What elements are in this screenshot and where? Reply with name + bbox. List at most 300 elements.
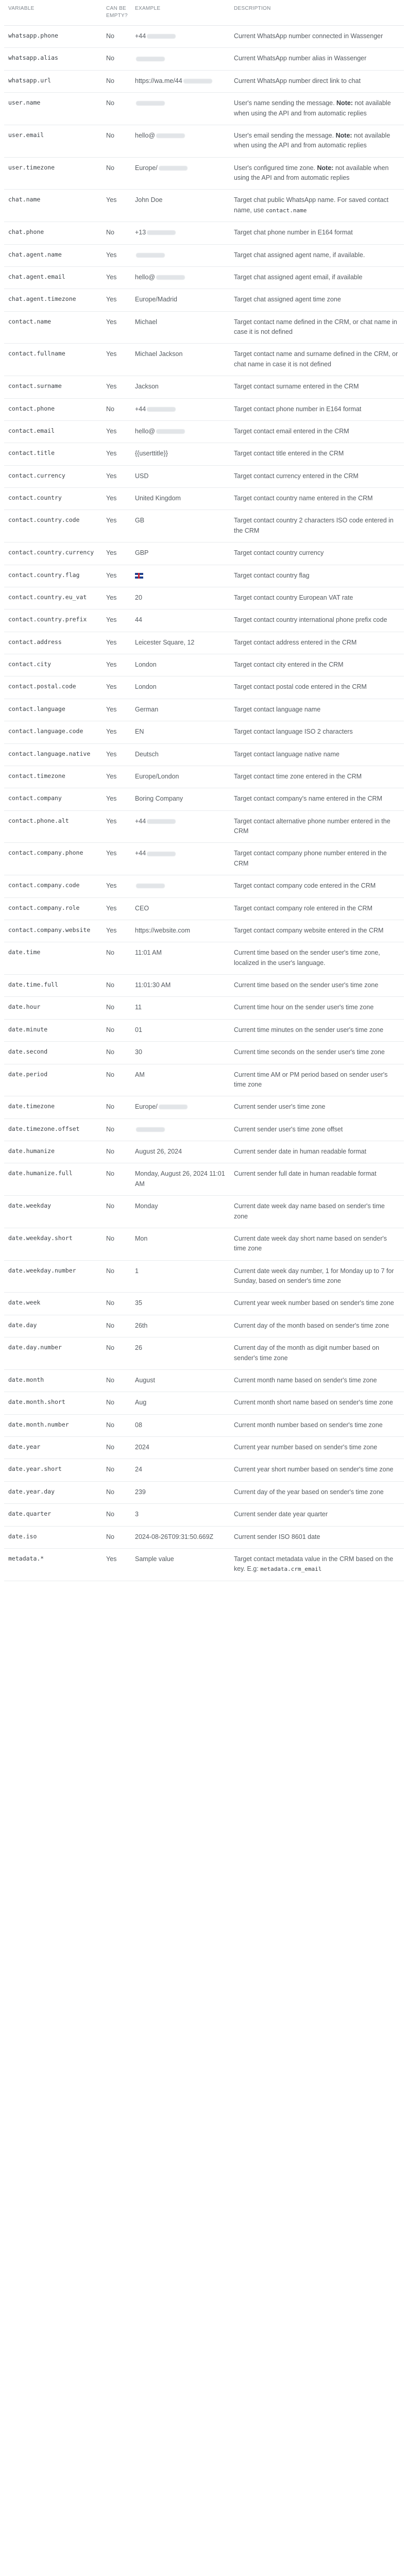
description-text: Target contact company phone number entered in the CRM <box>234 850 387 867</box>
description-cell <box>230 465 404 487</box>
description-cell <box>230 543 404 565</box>
example-cell <box>131 1064 230 1096</box>
can-be-empty-value: No <box>102 997 131 1019</box>
redacted-value <box>147 34 176 39</box>
example-cell <box>131 1019 230 1041</box>
can-be-empty-value: Yes <box>102 420 131 443</box>
variable-name: contact.address <box>4 632 102 654</box>
description-cell <box>230 1163 404 1196</box>
table-row <box>4 942 404 975</box>
example-value: Michael Jackson <box>135 350 183 358</box>
example-value: Europe/Madrid <box>135 296 177 303</box>
description-text: Current time based on the sender user's time zone, localized in the user's language. <box>234 949 380 967</box>
example-value: London <box>135 661 157 668</box>
can-be-empty-value: No <box>102 1526 131 1548</box>
example-cell <box>131 1196 230 1228</box>
variable-name: chat.phone <box>4 222 102 244</box>
description-text: Current day of the month as digit number based on sender's time zone <box>234 1344 380 1362</box>
variable-name: contact.postal.code <box>4 676 102 699</box>
description-text: Current sender date in human readable format <box>234 1148 367 1155</box>
example-cell <box>131 843 230 875</box>
example-cell <box>131 997 230 1019</box>
example-value: Deutsch <box>135 750 159 758</box>
example-cell <box>131 488 230 510</box>
redacted-value <box>156 133 185 138</box>
example-cell <box>131 344 230 376</box>
can-be-empty-value: No <box>102 942 131 975</box>
can-be-empty-value: Yes <box>102 488 131 510</box>
variable-name: contact.company.role <box>4 897 102 920</box>
can-be-empty-value: Yes <box>102 920 131 942</box>
variable-name: contact.email <box>4 420 102 443</box>
can-be-empty-value: Yes <box>102 654 131 676</box>
table-row <box>4 1315 404 1337</box>
table-row <box>4 1260 404 1293</box>
variable-name: whatsapp.alias <box>4 48 102 70</box>
description-text: Current time AM or PM period based on sender user's time zone <box>234 1071 388 1088</box>
description-cell <box>230 609 404 632</box>
example-value: EN <box>135 728 144 736</box>
table-row <box>4 266 404 289</box>
table-row <box>4 721 404 743</box>
example-cell <box>131 311 230 344</box>
example-value: 26 <box>135 1344 142 1352</box>
description-cell <box>230 1096 404 1118</box>
description-cell <box>230 699 404 721</box>
table-row <box>4 587 404 609</box>
example-cell <box>131 157 230 190</box>
example-value: 2024-08-26T09:31:50.669Z <box>135 1533 214 1540</box>
description-text: Target contact metadata value in the CRM based on the key. E.g: <box>234 1555 394 1573</box>
can-be-empty-value: No <box>102 1141 131 1163</box>
table-row <box>4 1141 404 1163</box>
description-cell <box>230 975 404 997</box>
description-text: Target contact title entered in the CRM <box>234 450 344 457</box>
description-cell <box>230 942 404 975</box>
variable-name: contact.country.prefix <box>4 609 102 632</box>
example-cell <box>131 1504 230 1526</box>
example-value: 30 <box>135 1048 142 1056</box>
example-cell <box>131 1118 230 1141</box>
description-text: User's email sending the message. <box>234 131 334 139</box>
example-cell <box>131 942 230 975</box>
can-be-empty-value: Yes <box>102 543 131 565</box>
redacted-value <box>183 79 212 83</box>
example-cell <box>131 443 230 465</box>
table-row <box>4 443 404 465</box>
description-text: Target contact name defined in the CRM, or chat name in case it is not defined <box>234 318 397 335</box>
example-value: 26th <box>135 1321 148 1329</box>
description-cell <box>230 510 404 543</box>
description-text: Target contact surname entered in the CRM <box>234 383 359 391</box>
description-text: Target contact language native name <box>234 750 339 758</box>
example-value: Boring Company <box>135 795 183 803</box>
can-be-empty-value: No <box>102 26 131 48</box>
variable-name: date.month.short <box>4 1392 102 1414</box>
description-text: Current sender user's time zone offset <box>234 1125 343 1133</box>
table-row <box>4 125 404 157</box>
description-cell <box>230 157 404 190</box>
description-cell <box>230 398 404 420</box>
variable-name: contact.company.code <box>4 875 102 897</box>
variable-name: date.timezone <box>4 1096 102 1118</box>
example-value: Monday, August 26, 2024 11:01 AM <box>135 1170 225 1188</box>
redacted-value <box>136 1127 165 1132</box>
example-cell <box>131 810 230 843</box>
table-row <box>4 1196 404 1228</box>
description-cell <box>230 289 404 311</box>
table-row <box>4 398 404 420</box>
can-be-empty-value: No <box>102 1504 131 1526</box>
variable-name: date.iso <box>4 1526 102 1548</box>
description-cell <box>230 1141 404 1163</box>
example-value: Jackson <box>135 383 159 391</box>
variable-name: date.humanize.full <box>4 1163 102 1196</box>
description-text: Current sender user's time zone <box>234 1103 326 1111</box>
description-text: Target contact company role entered in the CRM <box>234 904 372 912</box>
description-cell <box>230 488 404 510</box>
can-be-empty-value: No <box>102 48 131 70</box>
description-cell <box>230 1504 404 1526</box>
variable-name: date.time <box>4 942 102 975</box>
table-row <box>4 1163 404 1196</box>
description-cell <box>230 1369 404 1392</box>
description-text: Target contact company code entered in the CRM <box>234 882 376 890</box>
description-text: User's configured time zone. <box>234 164 316 172</box>
code-snippet: contact.name <box>265 207 307 214</box>
example-value: +44 <box>135 405 146 413</box>
example-value: Europe/ <box>135 164 158 172</box>
description-text: Target contact country name entered in the CRM <box>234 495 373 502</box>
example-value: 20 <box>135 594 142 601</box>
variable-name: contact.country.code <box>4 510 102 543</box>
description-cell <box>230 632 404 654</box>
example-value: hello@ <box>135 131 156 139</box>
table-row <box>4 997 404 1019</box>
example-value: German <box>135 705 159 713</box>
example-value: 239 <box>135 1488 146 1496</box>
table-row <box>4 1228 404 1260</box>
variable-name: chat.agent.name <box>4 244 102 266</box>
variable-name: date.humanize <box>4 1141 102 1163</box>
example-value: 24 <box>135 1466 142 1473</box>
header-can-be-empty: CAN BE EMPTY? <box>102 5 131 26</box>
example-cell <box>131 266 230 289</box>
variable-name: contact.timezone <box>4 766 102 788</box>
example-value: August <box>135 1376 155 1384</box>
table-row <box>4 920 404 942</box>
description-cell <box>230 70 404 92</box>
variable-name: contact.company.phone <box>4 843 102 875</box>
can-be-empty-value: Yes <box>102 766 131 788</box>
table-row <box>4 699 404 721</box>
variable-name: date.year <box>4 1437 102 1459</box>
example-cell <box>131 1437 230 1459</box>
table-row <box>4 1392 404 1414</box>
uk-flag-icon <box>135 573 143 579</box>
description-cell <box>230 244 404 266</box>
example-value: August 26, 2024 <box>135 1148 182 1155</box>
description-cell <box>230 1293 404 1315</box>
variable-name: contact.language <box>4 699 102 721</box>
can-be-empty-value: No <box>102 1293 131 1315</box>
example-cell <box>131 609 230 632</box>
example-cell <box>131 587 230 609</box>
table-row <box>4 311 404 344</box>
variable-name: contact.surname <box>4 376 102 398</box>
table-row <box>4 897 404 920</box>
example-value: Europe/ <box>135 1103 158 1111</box>
description-cell <box>230 48 404 70</box>
example-cell <box>131 788 230 810</box>
table-row <box>4 1414 404 1436</box>
can-be-empty-value: Yes <box>102 443 131 465</box>
description-text: Target contact country flag <box>234 571 310 579</box>
example-cell <box>131 26 230 48</box>
variable-name: contact.phone <box>4 398 102 420</box>
example-value: Michael <box>135 318 158 326</box>
table-row <box>4 654 404 676</box>
can-be-empty-value: No <box>102 1064 131 1096</box>
example-cell <box>131 1548 230 1581</box>
description-text: Target contact currency entered in the CRM <box>234 472 359 480</box>
redacted-value <box>156 429 185 434</box>
note-label: Note: <box>335 131 352 139</box>
example-cell <box>131 766 230 788</box>
description-text: Current WhatsApp number direct link to chat <box>234 77 361 84</box>
variable-name: contact.language.code <box>4 721 102 743</box>
table-row <box>4 743 404 766</box>
example-value: 35 <box>135 1299 142 1307</box>
example-cell <box>131 125 230 157</box>
description-cell <box>230 93 404 125</box>
table-header-row <box>4 5 404 26</box>
variable-name: date.period <box>4 1064 102 1096</box>
can-be-empty-value: No <box>102 1096 131 1118</box>
example-cell <box>131 190 230 222</box>
example-cell <box>131 897 230 920</box>
example-cell <box>131 1481 230 1503</box>
variable-name: date.day.number <box>4 1337 102 1370</box>
table-row <box>4 244 404 266</box>
can-be-empty-value: No <box>102 157 131 190</box>
can-be-empty-value: Yes <box>102 699 131 721</box>
description-cell <box>230 1196 404 1228</box>
can-be-empty-value: No <box>102 93 131 125</box>
example-value: 01 <box>135 1026 142 1033</box>
can-be-empty-value: Yes <box>102 311 131 344</box>
can-be-empty-value: No <box>102 1437 131 1459</box>
can-be-empty-value: Yes <box>102 244 131 266</box>
variable-name: date.weekday <box>4 1196 102 1228</box>
redacted-value <box>147 230 176 235</box>
variable-name: date.second <box>4 1042 102 1064</box>
description-text: Target contact alternative phone number entered in the CRM <box>234 817 390 835</box>
table-row <box>4 1042 404 1064</box>
description-text: Target contact language name <box>234 705 321 713</box>
example-cell <box>131 70 230 92</box>
description-cell <box>230 654 404 676</box>
description-cell <box>230 1459 404 1481</box>
can-be-empty-value: No <box>102 1392 131 1414</box>
example-value: 11 <box>135 1004 142 1011</box>
can-be-empty-value: Yes <box>102 788 131 810</box>
example-value: +44 <box>135 850 146 857</box>
description-cell <box>230 1392 404 1414</box>
description-cell <box>230 920 404 942</box>
example-value: {{userttitle}} <box>135 450 168 457</box>
can-be-empty-value: No <box>102 1019 131 1041</box>
example-cell <box>131 975 230 997</box>
variable-name: contact.country.currency <box>4 543 102 565</box>
variable-name: date.weekday.number <box>4 1260 102 1293</box>
example-value: 08 <box>135 1421 142 1429</box>
example-cell <box>131 420 230 443</box>
example-cell <box>131 1096 230 1118</box>
example-value: Aug <box>135 1399 147 1406</box>
description-cell <box>230 997 404 1019</box>
can-be-empty-value: No <box>102 125 131 157</box>
table-row <box>4 289 404 311</box>
example-value: USD <box>135 472 149 480</box>
redacted-value <box>136 101 165 106</box>
example-value: GBP <box>135 549 149 557</box>
table-row <box>4 632 404 654</box>
can-be-empty-value: No <box>102 1196 131 1228</box>
example-value: +44 <box>135 32 146 40</box>
description-text: Target contact postal code entered in the CRM <box>234 683 367 691</box>
example-value: London <box>135 683 157 691</box>
example-value: 11:01:30 AM <box>135 981 171 989</box>
can-be-empty-value: Yes <box>102 344 131 376</box>
variable-name: whatsapp.url <box>4 70 102 92</box>
example-value: GB <box>135 517 145 524</box>
description-text: Current year week number based on sender's time zone <box>234 1299 394 1307</box>
description-cell <box>230 376 404 398</box>
table-row <box>4 70 404 92</box>
description-cell <box>230 565 404 587</box>
example-cell <box>131 654 230 676</box>
example-value: United Kingdom <box>135 495 181 502</box>
header-description: DESCRIPTION <box>230 5 404 26</box>
description-cell <box>230 1260 404 1293</box>
can-be-empty-value: Yes <box>102 266 131 289</box>
variable-name: contact.company.website <box>4 920 102 942</box>
variable-name: date.timezone.offset <box>4 1118 102 1141</box>
table-row <box>4 975 404 997</box>
description-cell <box>230 1548 404 1581</box>
variable-name: contact.country.flag <box>4 565 102 587</box>
example-value: 3 <box>135 1511 139 1518</box>
description-cell <box>230 1337 404 1370</box>
description-text: Current month short name based on sender's time zone <box>234 1399 393 1406</box>
table-row <box>4 1437 404 1459</box>
variable-name: contact.country <box>4 488 102 510</box>
description-cell <box>230 420 404 443</box>
table-row <box>4 344 404 376</box>
example-cell <box>131 48 230 70</box>
description-text: Current month number based on sender's time zone <box>234 1421 383 1429</box>
example-value: Mon <box>135 1234 148 1242</box>
example-cell <box>131 398 230 420</box>
example-value: 1 <box>135 1267 139 1275</box>
variable-name: date.day <box>4 1315 102 1337</box>
can-be-empty-value: Yes <box>102 743 131 766</box>
can-be-empty-value: Yes <box>102 289 131 311</box>
description-text: Target chat phone number in E164 format <box>234 229 353 236</box>
table-row <box>4 488 404 510</box>
table-row <box>4 1526 404 1548</box>
description-cell <box>230 125 404 157</box>
table-row <box>4 676 404 699</box>
variable-name: user.email <box>4 125 102 157</box>
can-be-empty-value: No <box>102 1481 131 1503</box>
description-text: Target contact city entered in the CRM <box>234 661 344 668</box>
can-be-empty-value: No <box>102 1414 131 1436</box>
description-text: Target chat assigned agent name, if available. <box>234 251 365 259</box>
can-be-empty-value: Yes <box>102 609 131 632</box>
description-text: Current time based on the sender user's time zone <box>234 981 379 989</box>
description-cell <box>230 1064 404 1096</box>
can-be-empty-value: No <box>102 1315 131 1337</box>
example-cell <box>131 699 230 721</box>
can-be-empty-value: Yes <box>102 897 131 920</box>
code-snippet: metadata.crm_email <box>260 1566 322 1573</box>
example-cell <box>131 93 230 125</box>
description-text: Target contact phone number in E164 format <box>234 405 362 413</box>
redacted-value <box>159 166 188 171</box>
example-value: hello@ <box>135 273 156 281</box>
note-label: Note: <box>317 164 334 172</box>
description-text: Current year number based on sender's time zone <box>234 1444 378 1451</box>
description-cell <box>230 1526 404 1548</box>
table-row <box>4 1459 404 1481</box>
description-text: Current day of the month based on sender's time zone <box>234 1321 389 1329</box>
example-value: Leicester Square, 12 <box>135 638 195 646</box>
variable-name: contact.title <box>4 443 102 465</box>
variable-name: chat.agent.email <box>4 266 102 289</box>
header-example: EXAMPLE <box>131 5 230 26</box>
variable-name: chat.agent.timezone <box>4 289 102 311</box>
example-cell <box>131 875 230 897</box>
table-row <box>4 190 404 222</box>
description-text: Current date week day number, 1 for Monday up to 7 for Sunday, based on sender's time zone <box>234 1267 394 1284</box>
variables-table <box>4 5 404 1581</box>
variable-name: user.timezone <box>4 157 102 190</box>
description-cell <box>230 587 404 609</box>
description-text: Target chat assigned agent time zone <box>234 296 341 303</box>
description-text: Current day of the year based on sender's time zone <box>234 1488 384 1496</box>
variable-name: contact.language.native <box>4 743 102 766</box>
description-cell <box>230 443 404 465</box>
description-text: Target contact country currency <box>234 549 324 557</box>
table-row <box>4 510 404 543</box>
example-value: 11:01 AM <box>135 949 162 957</box>
description-text: Target contact company's name entered in the CRM <box>234 795 382 803</box>
can-be-empty-value: No <box>102 1369 131 1392</box>
example-cell <box>131 376 230 398</box>
can-be-empty-value: Yes <box>102 875 131 897</box>
description-text: Target contact language ISO 2 characters <box>234 728 353 736</box>
example-value: AM <box>135 1071 145 1078</box>
description-cell <box>230 897 404 920</box>
example-cell <box>131 1392 230 1414</box>
example-cell <box>131 743 230 766</box>
description-text: Target contact email entered in the CRM <box>234 427 349 435</box>
redacted-value <box>147 819 176 824</box>
description-cell <box>230 1437 404 1459</box>
example-value: +44 <box>135 817 146 825</box>
